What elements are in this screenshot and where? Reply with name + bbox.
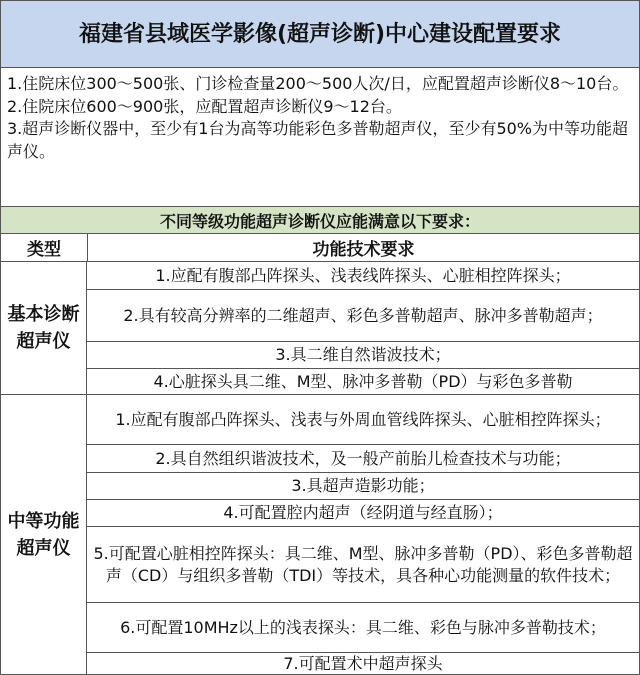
table-header-row <box>1 234 639 262</box>
spec-item: 4.心脏探头具二维、M型、脉冲多普勒（PD）与彩色多普勒 <box>153 371 573 391</box>
document-title: 福建省县域医学影像(超声诊断)中心建设配置要求 <box>1 1 639 68</box>
spec-item: 7.可配置术中超声探头 <box>283 654 443 673</box>
spec-item: 1.应配有腹部凸阵探头、浅表线阵探头、心脏相控阵探头； <box>87 262 639 290</box>
spec-item: 2.具有较高分辨率的二维超声、彩色多普勒超声、脉冲多普勒超声； <box>87 290 639 342</box>
spec-item: 4.可配置腔内超声（经阴道与经直肠）； <box>87 500 639 527</box>
spec-item: 3.具二维自然谐波技术； <box>87 342 639 369</box>
table-subheading: 不同等级功能超声诊断仪应能满意以下要求： <box>1 207 639 234</box>
group-intermediate <box>1 395 639 675</box>
general-requirements <box>1 68 639 207</box>
group-items <box>87 395 639 675</box>
spec-item: 6.可配置10MHz以上的浅表探头：具二维、彩色与脉冲多普勒技术； <box>87 603 639 653</box>
spec-item: 2.具自然组织谐波技术，及一般产前胎儿检查技术与功能； <box>87 445 639 473</box>
group-basic <box>1 262 639 395</box>
spec-item: 3.具超声造影功能； <box>87 473 639 500</box>
requirement-item: 3.超声诊断仪器中，至少有1台为高等功能彩色多普勒超声仪，至少有50%为中等功能超声仪。 <box>7 119 629 161</box>
spec-item: 1.应配有腹部凸阵探头、浅表与外周血管线阵探头、心脏相控阵探头； <box>87 395 639 445</box>
header-type: 类型 <box>1 234 88 261</box>
header-spec: 功能技术要求 <box>312 240 415 260</box>
group-type-label: 中等功能超声仪 <box>1 395 87 675</box>
spec-item: 5.可配置心脏相控阵探头：具二维、M型、脉冲多普勒（PD）、彩色多普勒超声（CD）与组织多普勒（TDI）等技术，具各种心功能测量的软件技术； <box>87 527 639 603</box>
requirement-item: 2.住院床位600～900张，应配置超声诊断仪9～12台。 <box>7 96 402 116</box>
group-items <box>87 262 639 394</box>
group-type-label: 基本诊断超声仪 <box>1 262 87 394</box>
requirement-item: 1.住院床位300～500张、门诊检查量200～500人次/日，应配置超声诊断仪8～10台。 <box>7 74 629 93</box>
